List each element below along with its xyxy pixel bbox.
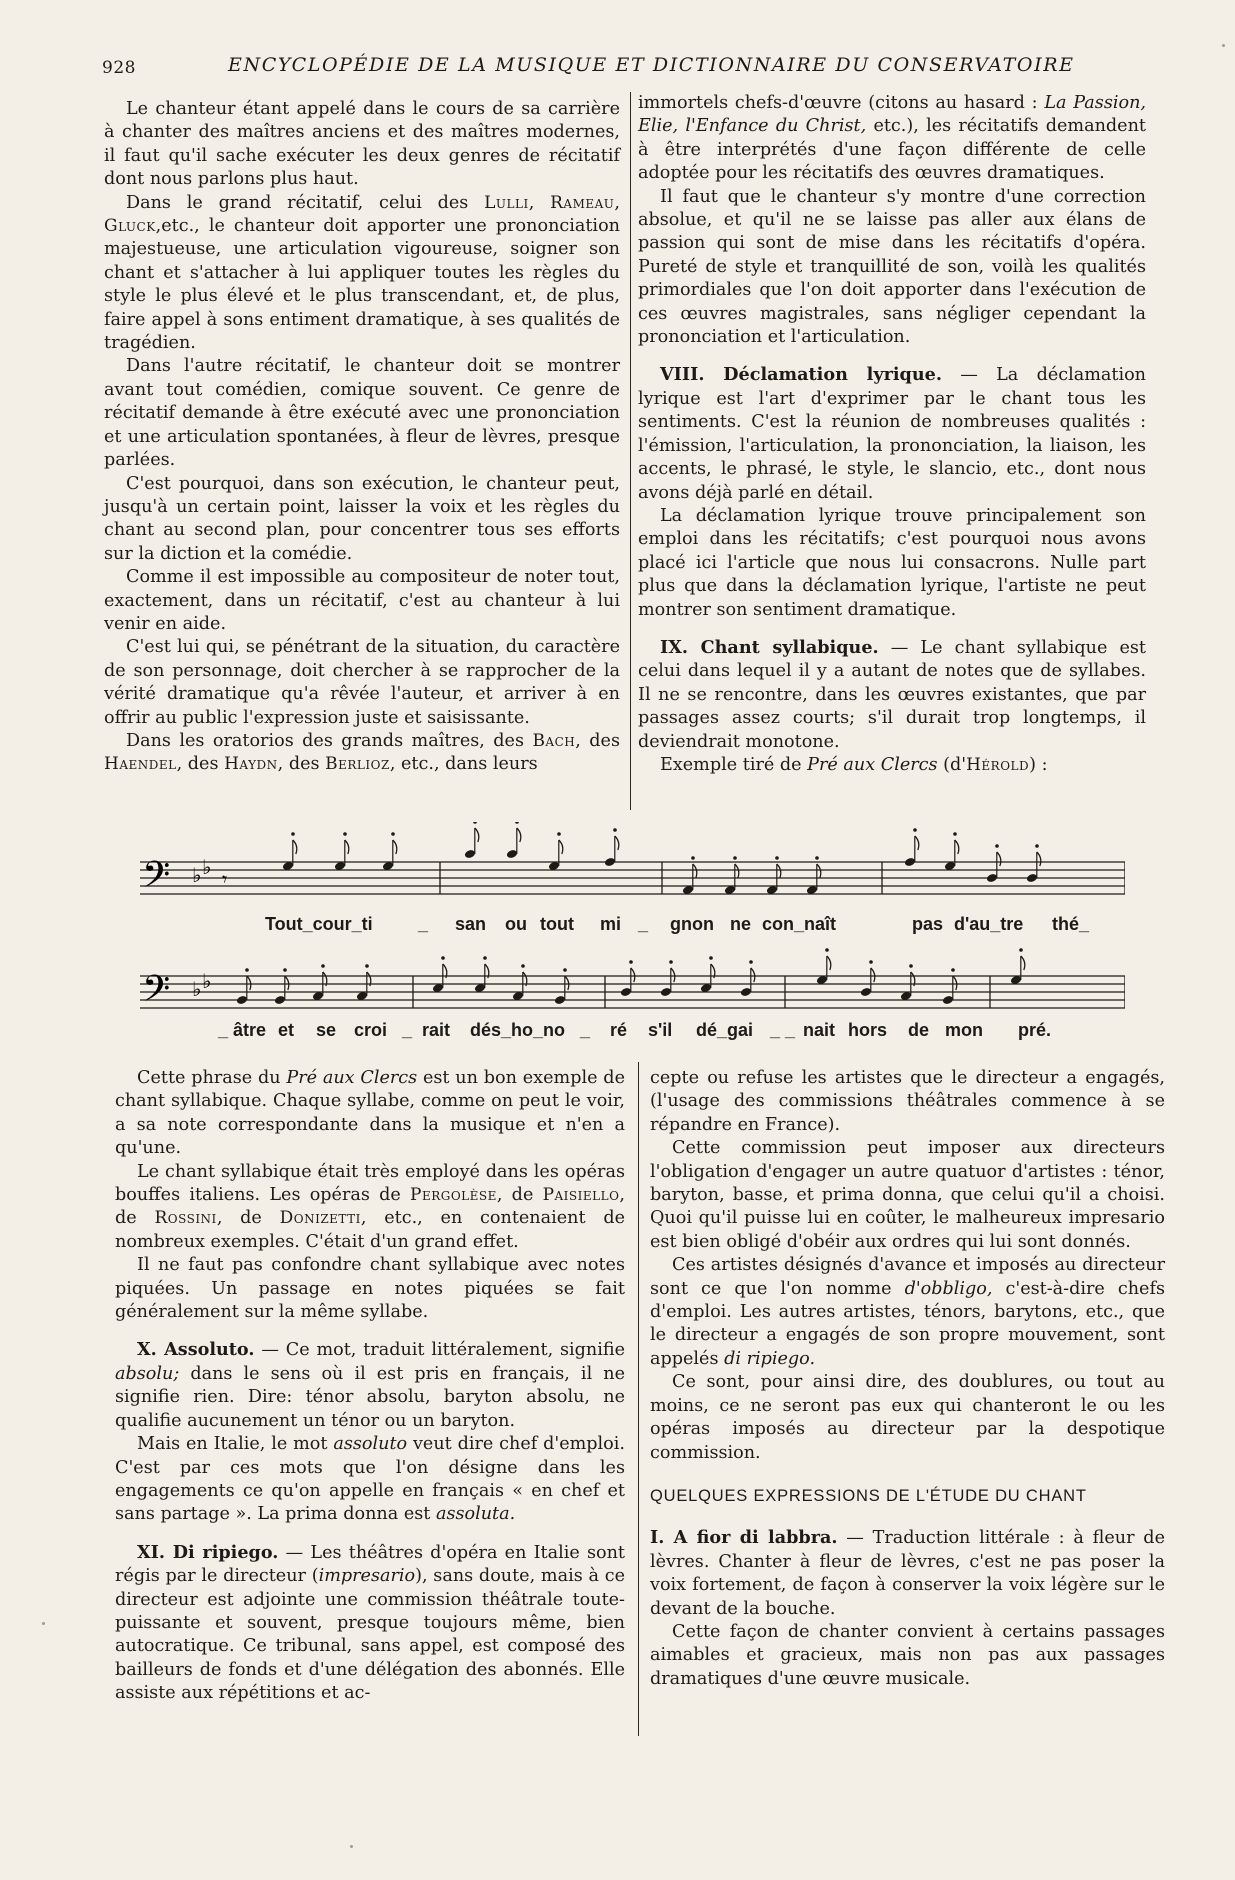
page-header	[100, 50, 1130, 80]
bass-clef-icon: 𝄢	[142, 968, 171, 1012]
lyric-syllable: nait	[803, 1020, 836, 1040]
staccato-dot	[563, 968, 567, 972]
lyric-syllable: rait	[422, 1020, 451, 1040]
staff-notation	[140, 948, 1125, 1012]
staccato-dot	[995, 844, 999, 848]
lyric-syllable: et	[278, 1020, 295, 1040]
composer-name: Pergolèse	[410, 1185, 497, 1206]
top-right-column	[638, 92, 1146, 777]
flat-icon: ♭	[202, 969, 212, 993]
staccato-dot	[245, 968, 249, 972]
staccato-dot	[483, 956, 487, 960]
staccato-dot	[669, 960, 673, 964]
flat-icon: ♭	[192, 977, 202, 1001]
work-title: Pré aux Clercs	[807, 754, 938, 775]
staccato-dot	[825, 948, 829, 952]
staccato-dot	[913, 828, 917, 832]
lyric-syllable: _ _	[770, 1020, 796, 1040]
bottom-left-column	[115, 1067, 625, 1706]
lyric-syllable: thé_	[1052, 914, 1090, 934]
staccato-dot	[321, 964, 325, 968]
lyric-syllable: hors	[848, 1020, 888, 1040]
composer-name: Lulli	[484, 192, 529, 213]
staccato-dot	[733, 856, 737, 860]
flat-icon: ♭	[192, 863, 202, 887]
paragraph: Il faut que le chanteur s'y montre d'une correction absolue, et qu'il ne se laisse pas aller aux élans de passion qui sont de mise dans les récitatifs d'opéra. Pureté de style et tranquillité de son, voilà les qualités primordiales que l'on doit apporter dans l'exécution de ces œuvres magistrales, sans négliger cependant la prononciation et l'articulation.	[638, 186, 1146, 348]
lyric-syllable: pré.	[1018, 1020, 1052, 1040]
lyric-syllable: gnon	[670, 914, 714, 934]
running-title: ENCYCLOPÉDIE DE LA MUSIQUE ET DICTIONNAIRE DU CONSERVATOIRE	[228, 54, 1075, 76]
paragraph: Dans les oratorios des grands maîtres, des Bach, des Haendel, des Haydn, des Berlioz, etc., dans leurs	[104, 730, 620, 775]
staccato-dot	[869, 960, 873, 964]
staccato-dot	[953, 832, 957, 836]
staccato-dot	[815, 856, 819, 860]
staccato-dot	[1035, 844, 1039, 848]
staccato-dot	[775, 856, 779, 860]
paragraph: Dans le grand récitatif, celui des Lulli, Rameau, Gluck,etc., le chanteur doit apporter une prononciation majestueuse, une articulation vigoureuse, soigner son chant et s'attacher à lui appliquer toutes les règles du style le plus élevé et le plus transcendant, et, de plus, faire appel à sons entiment dramatique, à ses qualités de tragédien.	[104, 192, 620, 354]
staccato-dot	[515, 822, 519, 824]
staccato-dot	[473, 822, 477, 824]
lyric-syllable: _	[418, 914, 429, 934]
staccato-dot	[709, 956, 713, 960]
lyric-syllable: _ âtre	[218, 1020, 267, 1040]
paragraph: C'est lui qui, se pénétrant de la situation, du caractère de son personnage, doit chercher à se rapprocher de la vérité dramatique qu'a rêvée l'auteur, et arriver à en offrir au public l'expression juste et saisissante.	[104, 637, 620, 728]
staccato-dot	[749, 960, 753, 964]
paper-speck	[42, 1622, 45, 1625]
paragraph: Cette commission peut imposer aux directeurs l'obligation d'engager un autre quatuor d'artistes : ténor, baryton, basse, et prima donna, que celui qu'il a choisi. Quoi qu'il puisse lui en coûter, le malheureux impresario est bien obligé d'obéir aux ordres qui lui sont donnés.	[650, 1138, 1165, 1252]
lyric-syllable: _	[580, 1020, 591, 1040]
entry-heading: IX. Chant syllabique.	[660, 636, 879, 658]
paragraph: Le chant syllabique était très employé dans les opéras bouffes italiens. Les opéras de Pergolèse, de Paisiello, de Rossini, de Donizetti, etc., en contenaient de nombreux exemples. C'était d'un grand effet.	[115, 1161, 626, 1252]
paragraph: XI. Di ripiego. — Les théâtres d'opéra en Italie sont régis par le directeur (impresario), sans doute, mais à ce directeur est adjointe une commission théâtrale toute-puissante et souvent, presque toujours même, bien autocratique. Ce tribunal, sans appel, est composé des bailleurs de fonds et d'une délégation des abonnés. Elle assiste aux répétitions et ac-	[115, 1541, 626, 1704]
lyric-syllable: _	[402, 1020, 413, 1040]
lyric-syllable: ne	[730, 914, 752, 934]
page-number: 928	[102, 58, 136, 78]
paper-speck	[1222, 44, 1225, 47]
staccato-dot	[557, 832, 561, 836]
staccato-dot	[909, 964, 913, 968]
lyric-syllable: d'au_tre	[954, 914, 1024, 934]
staccato-dot	[291, 832, 295, 836]
note-flag	[247, 976, 251, 990]
entry-heading: I. A fior di labbra.	[650, 1527, 838, 1549]
staccato-dot	[613, 828, 617, 832]
lyric-syllable: mi	[600, 914, 622, 934]
flat-icon: ♭	[202, 855, 212, 879]
music-staff-2	[140, 948, 1125, 1060]
paragraph: Cette phrase du Pré aux Clercs est un bon exemple de chant syllabique. Chaque syllabe, comme on peut le voir, a sa note correspondante dans la musique et n'en a qu'une.	[115, 1068, 625, 1159]
paragraph: cepte ou refuse les artistes que le directeur a engagés, (l'usage des commissions théâtrales commence à se répandre en France).	[650, 1068, 1165, 1135]
paragraph: Mais en Italie, le mot assoluto veut dire chef d'emploi. C'est par ces mots que l'on désigne dans les engagements ce qu'on appelle en français « en chef et sans partage ». La prima donna est assoluta.	[115, 1434, 625, 1525]
composer-name: Haendel	[104, 754, 177, 775]
note-flag	[1021, 956, 1025, 970]
paragraph: La déclamation lyrique trouve principalement son emploi dans les récitatifs; c'est pourquoi nous avons placé ici l'article que nous lui consacrons. Nulle part plus que dans la déclamation lyrique, l'artiste ne peut montrer son sentiment dramatique.	[638, 505, 1146, 620]
lyric-syllable: croi	[354, 1020, 388, 1040]
staccato-dot	[283, 968, 287, 972]
bottom-right-column	[650, 1067, 1165, 1691]
section-title: QUELQUES EXPRESSIONS DE L'ÉTUDE DU CHANT	[650, 1486, 1087, 1505]
music-staff-1	[140, 822, 1125, 942]
staccato-dot	[951, 968, 955, 972]
lyric-syllable: san	[455, 914, 487, 934]
lyric-syllable: s'il	[648, 1020, 673, 1040]
composer-name: Rameau	[550, 192, 615, 213]
staccato-dot	[691, 856, 695, 860]
staccato-dot	[365, 964, 369, 968]
paragraph: C'est pourquoi, dans son exécution, le chanteur peut, jusqu'à un certain point, laisser la voix et les règles du chant au second plan, pour concentrer tous ses efforts sur la diction et la comédie.	[104, 473, 620, 564]
lyric-syllable: ré	[610, 1020, 628, 1040]
composer-name: Rossini	[154, 1208, 217, 1229]
composer-name: Berlioz	[325, 754, 390, 775]
paragraph: IX. Chant syllabique. — Le chant syllabique est celui dans lequel il y a autant de notes que de syllabes. Il ne se rencontre, dans les œuvres existantes, que par passages assez courts; s'il durait trop longtemps, il deviendrait monotone.	[638, 636, 1146, 752]
paragraph: Le chanteur étant appelé dans le cours de sa carrière à chanter des maîtres anciens et des maîtres modernes, il faut qu'il sache exécuter les deux genres de récitatif dont nous parlons plus haut.	[104, 99, 620, 190]
top-left-column	[104, 98, 620, 777]
column-rule	[630, 92, 631, 810]
composer-name: Haydn	[224, 754, 278, 775]
composer-name: Paisiello	[542, 1185, 620, 1206]
lyric-syllable: _	[638, 914, 649, 934]
paragraph: Il ne faut pas confondre chant syllabique avec notes piquées. Un passage en notes piquées se fait généralement sur la même syllabe.	[115, 1255, 625, 1323]
paragraph: VIII. Déclamation lyrique. — La déclamation lyrique est l'art d'exprimer par le chant tous les sentiments. C'est la réunion de nombreuses qualités : l'émission, l'articulation, la prononciation, la liaison, les accents, le phrasé, le style, le slancio, etc., dont nous avons déjà parlé en détail.	[638, 364, 1147, 503]
rest-icon: 𝄾	[222, 867, 228, 891]
work-title: La Passion, Elie, l'Enfance du Christ,	[638, 93, 1146, 137]
staccato-dot	[441, 956, 445, 960]
paragraph: Dans l'autre récitatif, le chanteur doit se montrer avant tout comédien, comique souvent. Ce genre de récitatif demande à être exécuté avec une prononciation et une articulation spontanées, à fleur de lèvres, presque parlées.	[104, 356, 620, 471]
staccato-dot	[629, 960, 633, 964]
staccato-dot	[521, 964, 525, 968]
lyric-syllable: con_naît	[762, 914, 837, 934]
paragraph: I. A fior di labbra. — Traduction littérale : à fleur de lèvres. Chanter à fleur de lèvres, c'est ne pas poser la voix fortement, de façon à conserver la voix légère sur le devant de la bouche.	[650, 1527, 1165, 1619]
work-title: Pré aux Clercs	[286, 1068, 418, 1088]
composer-name: Gluck	[104, 216, 156, 237]
composer-name: Bach	[532, 730, 576, 751]
staccato-dot	[391, 832, 395, 836]
entry-heading: VIII. Déclamation lyrique.	[660, 364, 942, 386]
bass-clef-icon: 𝄢	[142, 854, 171, 902]
paragraph: Ce sont, pour ainsi dire, des doublures, ou tout au moins, ce ne seront pas eux qui chanteront le ou les opéras imposés au directeur par la despotique commission.	[650, 1372, 1165, 1463]
paragraph: Exemple tiré de Pré aux Clercs (d'Hérold) :	[660, 754, 1048, 775]
note-group	[236, 948, 1025, 1005]
note-group	[282, 822, 1041, 895]
lyric-syllable: ou	[505, 914, 527, 934]
entry-heading: XI. Di ripiego.	[137, 1541, 279, 1563]
paper-speck	[350, 1845, 353, 1848]
staff-notation	[140, 822, 1125, 902]
entry-heading: X. Assoluto.	[137, 1339, 255, 1361]
paragraph: Ces artistes désignés d'avance et imposés au directeur sont ce que l'on nomme d'obbligo, c'est-à-dire chefs d'emploi. Les autres artistes, ténors, barytons, etc., que le directeur a engagés de son propre mouvement, sont appelés di ripiego.	[650, 1255, 1165, 1369]
paragraph: X. Assoluto. — Ce mot, traduit littéralement, signifie absolu; dans le sens où il est pris en français, il ne signifie rien. Dire: ténor absolu, baryton absolu, ne qualifie aucunement un ténor ou un baryton.	[115, 1339, 626, 1431]
lyric-syllable: pas	[912, 914, 944, 934]
lyric-syllable: dé_gai	[696, 1020, 754, 1040]
lyric-syllable: de	[908, 1020, 930, 1040]
lyric-syllable: se	[316, 1020, 337, 1040]
column-rule	[638, 1062, 639, 1736]
lyric-syllable: tout	[540, 914, 574, 934]
paragraph: immortels chefs-d'œuvre (citons au hasard : La Passion, Elie, l'Enfance du Christ, etc.), les récitatifs demandent à être interprétés d'une façon différente de celle adoptée pour les récitatifs des œuvres dramatiques.	[638, 93, 1146, 184]
composer-name: Donizetti	[279, 1208, 361, 1229]
staccato-dot	[343, 832, 347, 836]
paragraph: Cette façon de chanter convient à certains passages aimables et gracieux, mais non pas aux passages dramatiques d'une œuvre musicale.	[650, 1621, 1165, 1689]
composer-name: Hérold	[966, 754, 1030, 775]
staccato-dot	[1019, 948, 1023, 952]
paragraph: Comme il est impossible au compositeur de noter tout, exactement, dans un récitatif, c'est au chanteur à lui venir en aide.	[104, 567, 620, 634]
lyric-syllable: Tout_cour_ti	[265, 914, 373, 934]
lyric-syllable: dés_ho_no	[470, 1020, 566, 1040]
lyric-syllable: mon	[945, 1020, 983, 1040]
note-flag	[1037, 852, 1041, 866]
